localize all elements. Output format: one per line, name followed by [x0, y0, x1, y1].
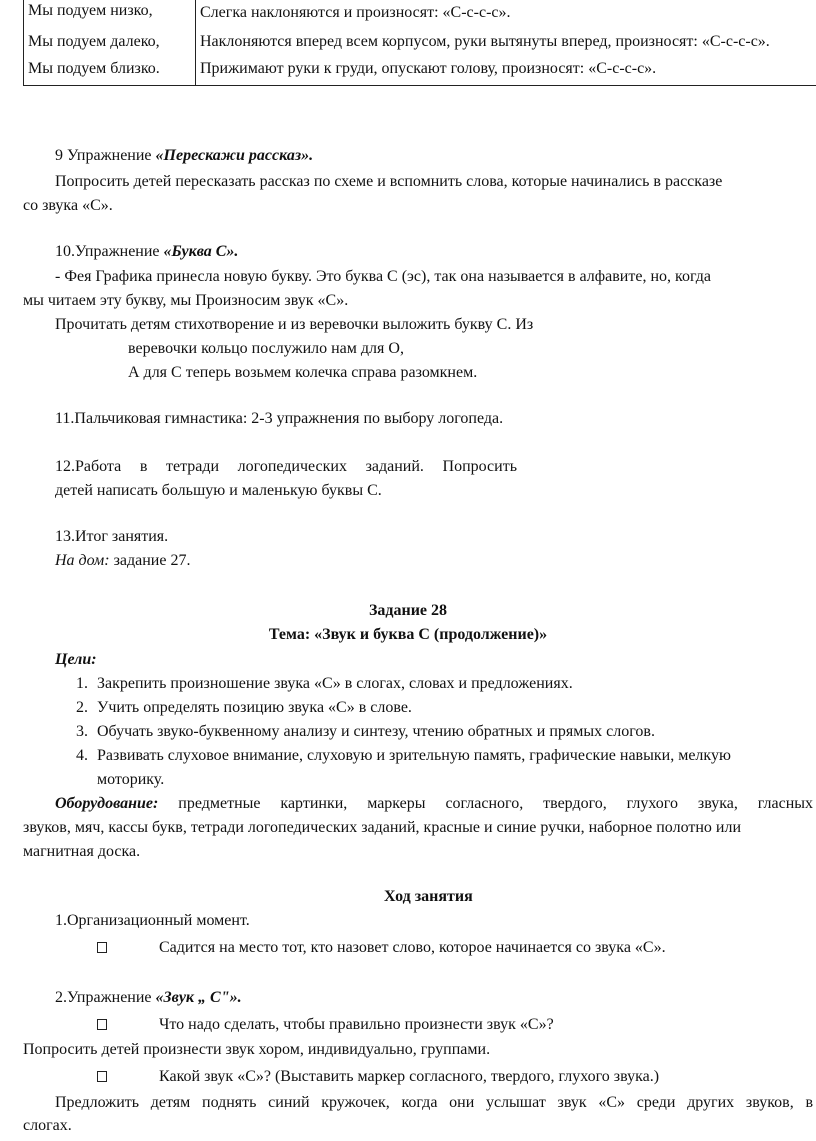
poem-line-1: веревочки кольцо послужило нам для О, [128, 340, 404, 357]
checkbox-bullet-icon [97, 942, 107, 953]
goal-text: Закрепить произношение звука «С» в слогах, словах и предложениях. [97, 675, 573, 692]
course-line-a: Попросить детей произнести звук хором, индивидуально, группами. [23, 1041, 491, 1058]
exercise-10-line2: мы читаем эту букву, мы Произносим звук «С». [23, 292, 349, 309]
course-line-c: слогах. [23, 1117, 72, 1134]
exercise-9-line1: Попросить детей пересказать рассказ по схеме и вспомнить слова, которые начинались в рассказе [55, 173, 723, 190]
exercise-10-heading [55, 242, 238, 261]
course-bullet-3: Какой звук «С»? (Выставить маркер согласного, твердого, глухого звука.) [159, 1068, 660, 1085]
exercise-9-line2: со звука «С». [23, 197, 113, 214]
exercise-title: «Буква С». [163, 243, 239, 260]
goals-label: Цели: [55, 651, 97, 668]
equipment-line3: магнитная доска. [23, 843, 141, 860]
equipment-line2: звуков, мяч, кассы букв, тетради логопедических заданий, красные и синие ручки, наборное полотно или [23, 819, 742, 836]
homework-text: задание 27. [109, 552, 191, 569]
table-cell: Мы подуем близко. [24, 52, 196, 86]
exercise-title: «Перескажи рассказ». [155, 147, 314, 164]
exercise-10-line1: - Фея Графика принесла новую букву. Это буква С (эс), так она называется в алфавите, но, когда [55, 268, 711, 285]
goal-text: Учить определять позицию звука «С» в слове. [97, 699, 412, 716]
goal-number: 1. [76, 675, 88, 692]
exercise-title: «Звук „ С"». [155, 989, 242, 1006]
exercise-prefix: 2.Упражнение [55, 989, 156, 1006]
exercise-9-heading [55, 146, 313, 165]
checkbox-bullet-icon [97, 1071, 107, 1082]
exercise-prefix: 9 Упражнение [55, 147, 156, 164]
equipment-label: Оборудование: [55, 795, 159, 812]
table-row [24, 0, 816, 23]
homework-line [55, 551, 190, 570]
exercise-11: 11.Пальчиковая гимнастика: 2-3 упражнения по выбору логопеда. [55, 410, 504, 427]
table-cell: Мы подуем низко, [24, 0, 196, 23]
task-heading: Задание 28 [368, 602, 448, 619]
course-heading: Ход занятия [384, 888, 473, 905]
exercise-12-line1: 12.Работа в тетради логопедических заданий. Попросить [55, 458, 517, 475]
table-cell: Мы подуем далеко, [24, 23, 196, 52]
equipment-line1 [55, 794, 813, 813]
course-bullet-2: Что надо сделать, чтобы правильно произнести звук «С»? [159, 1016, 554, 1033]
table-cell: Прижимают руки к груди, опускают голову, произносят: «С-с-с-с». [196, 52, 816, 86]
table-row [24, 52, 816, 86]
goal-text: Развивать слуховое внимание, слуховую и зрительную память, графические навыки, мелкую [97, 747, 731, 764]
actions-table [23, 0, 816, 86]
homework-label: На дом: [55, 552, 110, 569]
task-theme: Тема: «Звук и буква С (продолжение)» [268, 626, 548, 643]
checkbox-bullet-icon [97, 1019, 107, 1030]
table-row [24, 23, 816, 52]
exercise-prefix: 10.Упражнение [55, 243, 164, 260]
goal-text-continued: моторику. [97, 771, 165, 788]
equipment-text: предметные картинки, маркеры согласного, твердого, глухого звука, гласных [158, 795, 813, 812]
goal-number: 4. [76, 747, 88, 764]
exercise-12-line2: детей написать большую и маленькую буквы С. [55, 482, 382, 499]
goal-number: 3. [76, 723, 88, 740]
exercise-10-line3: Прочитать детям стихотворение и из веревочки выложить букву С. Из [55, 316, 534, 333]
course-step-1: 1.Организационный момент. [55, 912, 250, 929]
table-cell: Слегка наклоняются и произносят: «С-с-с-с». [196, 0, 816, 23]
goal-text: Обучать звуко-буквенному анализу и синтезу, чтению обратных и прямых слогов. [97, 723, 655, 740]
course-step-2 [55, 988, 242, 1007]
exercise-13-line1: 13.Итог занятия. [55, 528, 169, 545]
course-bullet-1: Садится на место тот, кто назовет слово, которое начинается со звука «С». [159, 939, 666, 956]
poem-line-2: А для С теперь возьмем колечка справа разомкнем. [128, 364, 478, 381]
table-cell: Наклоняются вперед всем корпусом, руки вытянуты вперед, произносят: «С-с-с-с». [196, 23, 816, 52]
course-line-b: Предложить детям поднять синий кружочек, когда они услышат звук «С» среди других звуков, в [55, 1094, 813, 1111]
goal-number: 2. [76, 699, 88, 716]
